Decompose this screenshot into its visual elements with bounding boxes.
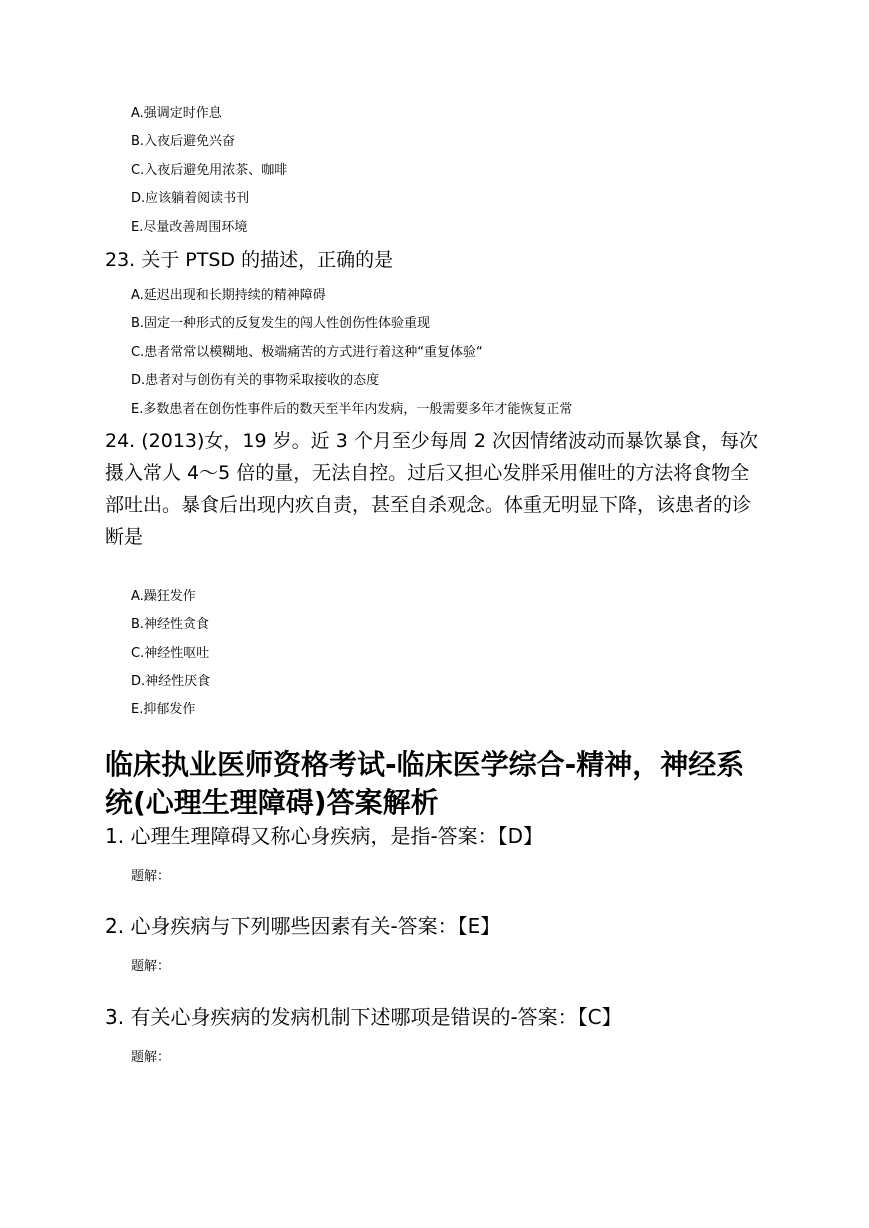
q22-option-c: C.入夜后避免用浓茶、咖啡	[131, 163, 288, 178]
answer-item-3: 3. 有关心身疾病的发病机制下述哪项是错误的-答案：【C】	[105, 1005, 622, 1029]
q24-option-e: E.抑郁发作	[131, 702, 196, 717]
q23-option-d: D.患者对与创伤有关的事物采取接收的态度	[131, 373, 380, 388]
q23-option-c: C.患者常常以模糊地、极端痛苦的方式进行着这种“重复体验“	[131, 345, 483, 360]
q24-option-c: C.神经性呕吐	[131, 646, 210, 661]
answer-item-2-explanation: 题解：	[131, 959, 171, 974]
answer-item-2: 2. 心身疾病与下列哪些因素有关-答案：【E】	[105, 914, 501, 938]
answer-item-3-explanation: 题解：	[131, 1050, 171, 1065]
answer-item-1-explanation: 题解：	[131, 869, 171, 884]
q24-option-d: D.神经性厌食	[131, 674, 211, 689]
q23-stem: 23. 关于 PTSD 的描述，正确的是	[105, 249, 394, 271]
q24-stem: 24. (2013)女，19 岁。近 3 个月至少每周 2 次因情绪波动而暴饮暴食，每次摄入常人 4～5 倍的量，无法自控。过后又担心发胖采用催吐的方法将食物全部吐出。暴食后出现内疚自责，甚至自杀观念。体重无明显下降，该患者的诊断是	[105, 430, 758, 548]
q22-option-a: A.强调定时作息	[131, 106, 222, 121]
q22-option-b: B.入夜后避免兴奋	[131, 134, 236, 149]
answer-item-1: 1. 心理生理障碍又称心身疾病，是指-答案：【D】	[105, 824, 544, 848]
q24-option-b: B.神经性贪食	[131, 617, 210, 632]
q23-option-b: B.固定一种形式的反复发生的闯人性创伤性体验重现	[131, 316, 431, 331]
q24-option-a: A.躁狂发作	[131, 589, 196, 604]
q22-option-e: E.尽量改善周围环境	[131, 220, 248, 235]
q23-option-e: E.多数患者在创伤性事件后的数天至半年内发病，一般需要多年才能恢复正常	[131, 402, 573, 417]
answer-section-title: 临床执业医师资格考试-临床医学综合-精神，神经系统(心理生理障碍)答案解析	[105, 748, 745, 819]
q23-option-a: A.延迟出现和长期持续的精神障碍	[131, 288, 326, 303]
q22-option-d: D.应该躺着阅读书刊	[131, 191, 250, 206]
